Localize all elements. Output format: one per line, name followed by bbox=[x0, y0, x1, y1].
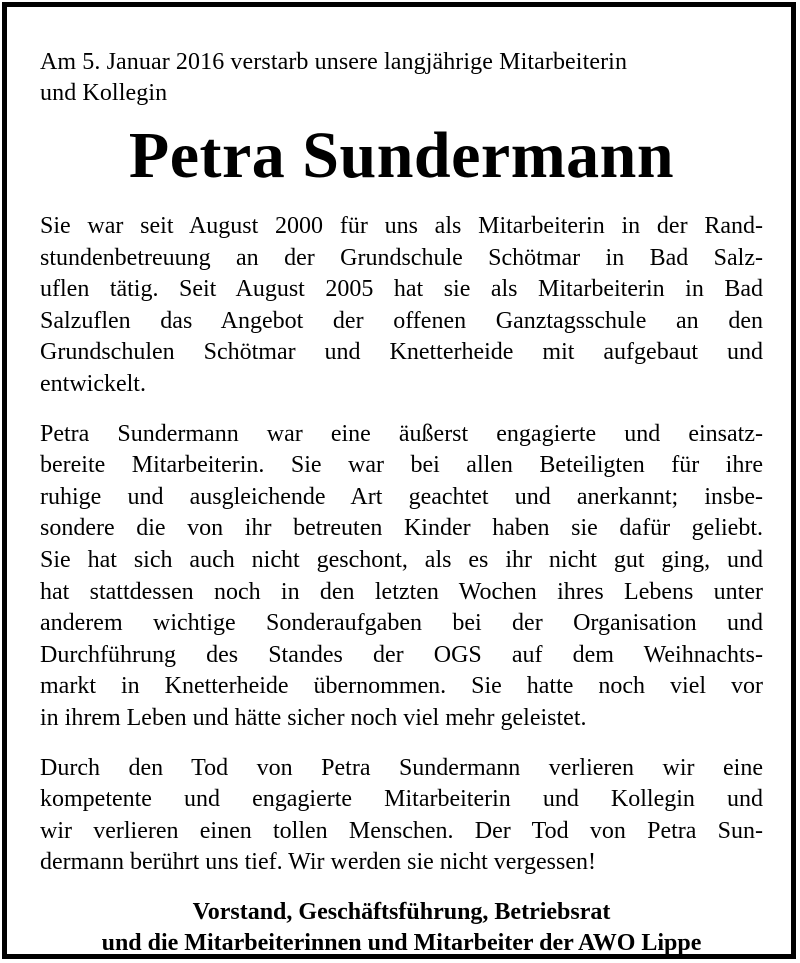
paragraph-career bbox=[40, 211, 763, 401]
deceased-name: Petra Sundermann bbox=[128, 119, 675, 192]
paragraph-farewell bbox=[40, 753, 763, 879]
text-line: Sie hat sich auch nicht geschont, als es ihr nicht gut ging, und bbox=[40, 546, 763, 573]
text-line: uflen tätig. Seit August 2005 hat sie als Mitarbeiterin in Bad bbox=[40, 276, 763, 303]
intro-line: Am 5. Januar 2016 verstarb unsere langjährige Mitarbeiterin bbox=[40, 49, 628, 75]
text-line: Salzuflen das Angebot der offenen Ganztagsschule an den bbox=[40, 307, 763, 334]
intro-line: und Kollegin bbox=[40, 80, 168, 106]
text-line: markt in Knetterheide übernommen. Sie hatte noch viel vor bbox=[40, 673, 763, 700]
text-line: kompetente und engagierte Mitarbeiterin und Kollegin und bbox=[40, 786, 763, 813]
paragraph-tribute bbox=[40, 419, 763, 735]
text-line: ruhige und ausgleichende Art geachtet und anerkannt; insbe- bbox=[40, 483, 763, 510]
text-line: bereite Mitarbeiterin. Sie war bei allen Beteiligten für ihre bbox=[40, 452, 763, 479]
signature-line: und die Mitarbeiterinnen und Mitarbeiter der AWO Lippe bbox=[101, 929, 702, 956]
text-line: sondere die von ihr betreuten Kinder haben sie dafür geliebt. bbox=[40, 515, 763, 542]
signature-block bbox=[40, 897, 763, 959]
text-line: Petra Sundermann war eine äußerst engagierte und einsatz- bbox=[40, 420, 763, 447]
text-line: Durchführung des Standes der OGS auf dem Weihnachts- bbox=[40, 641, 763, 668]
text-line: dermann berührt uns tief. Wir werden sie nicht vergessen! bbox=[40, 849, 596, 876]
text-line: hat stattdessen noch in den letzten Wochen ihres Lebens unter bbox=[40, 578, 763, 605]
text-line: Grundschulen Schötmar und Knetterheide mit aufgebaut und bbox=[40, 339, 763, 366]
signature-line: Vorstand, Geschäftsführung, Betriebsrat bbox=[192, 898, 611, 925]
text-line: entwickelt. bbox=[40, 370, 146, 397]
obituary-notice-frame bbox=[2, 2, 796, 959]
text-line: stundenbetreuung an der Grundschule Schötmar in Bad Salz- bbox=[40, 244, 763, 271]
text-line: in ihrem Leben und hätte sicher noch viel mehr geleistet. bbox=[40, 704, 587, 731]
text-line: anderem wichtige Sonderaufgaben bei der Organisation und bbox=[40, 610, 763, 637]
obituary-notice-content bbox=[40, 47, 763, 959]
text-line: Sie war seit August 2000 für uns als Mitarbeiterin in der Rand- bbox=[40, 213, 763, 239]
text-line: wir verlieren einen tollen Menschen. Der Tod von Petra Sun- bbox=[40, 817, 763, 844]
text-line: Durch den Tod von Petra Sundermann verlieren wir eine bbox=[40, 754, 763, 781]
intro-text bbox=[40, 47, 763, 109]
